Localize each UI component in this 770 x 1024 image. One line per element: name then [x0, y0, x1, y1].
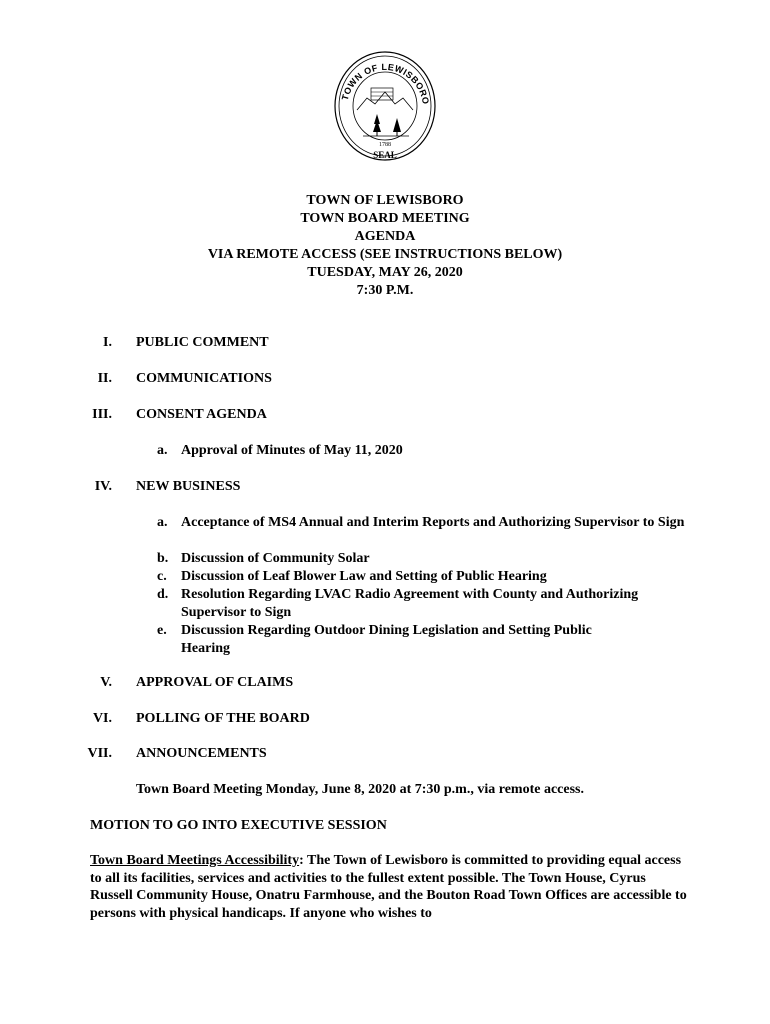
sub-item-letter: a.: [157, 515, 168, 530]
sub-item-text: Approval of Minutes of May 11, 2020: [181, 443, 403, 458]
sub-item-letter: c.: [157, 569, 167, 584]
section-title-announcements: ANNOUNCEMENTS: [136, 746, 267, 761]
seal-label: SEAL: [373, 150, 397, 160]
section-number: VII.: [87, 746, 112, 761]
meeting-date: TUESDAY, MAY 26, 2020: [307, 265, 463, 280]
section-title-new-business: NEW BUSINESS: [136, 479, 241, 494]
sub-item-text: Acceptance of MS4 Annual and Interim Reports and Authorizing Supervisor to Sign: [181, 515, 685, 530]
motion-executive-session: MOTION TO GO INTO EXECUTIVE SESSION: [90, 818, 387, 833]
section-title-public-comment: PUBLIC COMMENT: [136, 335, 269, 350]
sub-item-text: Discussion Regarding Outdoor Dining Legislation and Setting Public Hearing: [181, 623, 592, 656]
sub-item-letter: e.: [157, 623, 167, 638]
section-number: VI.: [92, 711, 112, 726]
document-type: AGENDA: [354, 229, 416, 244]
meeting-title: TOWN BOARD MEETING: [300, 211, 470, 226]
section-title-communications: COMMUNICATIONS: [136, 371, 272, 386]
sub-item-text: Discussion of Leaf Blower Law and Setting of Public Hearing: [181, 569, 547, 584]
section-number: IV.: [94, 479, 112, 494]
sub-item-text: Discussion of Community Solar: [181, 551, 370, 566]
agenda-header: [0, 192, 770, 300]
sub-item-letter: a.: [157, 443, 168, 458]
sub-item-text: Resolution Regarding LVAC Radio Agreement with County and Authorizing Supervisor to Sign: [181, 587, 639, 620]
accessibility-colon: :: [299, 853, 304, 868]
announcement-text: Town Board Meeting Monday, June 8, 2020 at 7:30 p.m., via remote access.: [136, 782, 584, 797]
access-note: VIA REMOTE ACCESS (SEE INSTRUCTIONS BELOW): [207, 247, 563, 262]
section-number: I.: [103, 335, 112, 350]
sub-item-letter: b.: [157, 551, 169, 566]
meeting-time: 7:30 P.M.: [356, 283, 414, 298]
seal-year: 1788: [379, 142, 391, 148]
section-number: II.: [97, 371, 112, 386]
accessibility-body: The Town of Lewisboro is committed to providing equal access to all its facilities, services and activities to the fullest extent possible. The Town House, Cyrus Russell Community House, Onatru Farmhouse, and the Bouton Road Town Offices are accessible to persons with physical handicaps. If anyone who wishes to: [90, 853, 687, 921]
accessibility-paragraph: [90, 852, 690, 922]
town-seal-logo: [333, 50, 437, 166]
section-number: III.: [92, 407, 112, 422]
section-title-approval-of-claims: APPROVAL OF CLAIMS: [136, 675, 294, 690]
section-title-consent-agenda: CONSENT AGENDA: [136, 407, 267, 422]
town-name: TOWN OF LEWISBORO: [306, 193, 464, 208]
section-number: V.: [100, 675, 112, 690]
section-title-polling: POLLING OF THE BOARD: [136, 711, 310, 726]
accessibility-heading: Town Board Meetings Accessibility: [90, 853, 300, 868]
seal-ring-text: TOWN OF LEWISBORO: [339, 61, 431, 106]
sub-item-letter: d.: [157, 587, 169, 602]
